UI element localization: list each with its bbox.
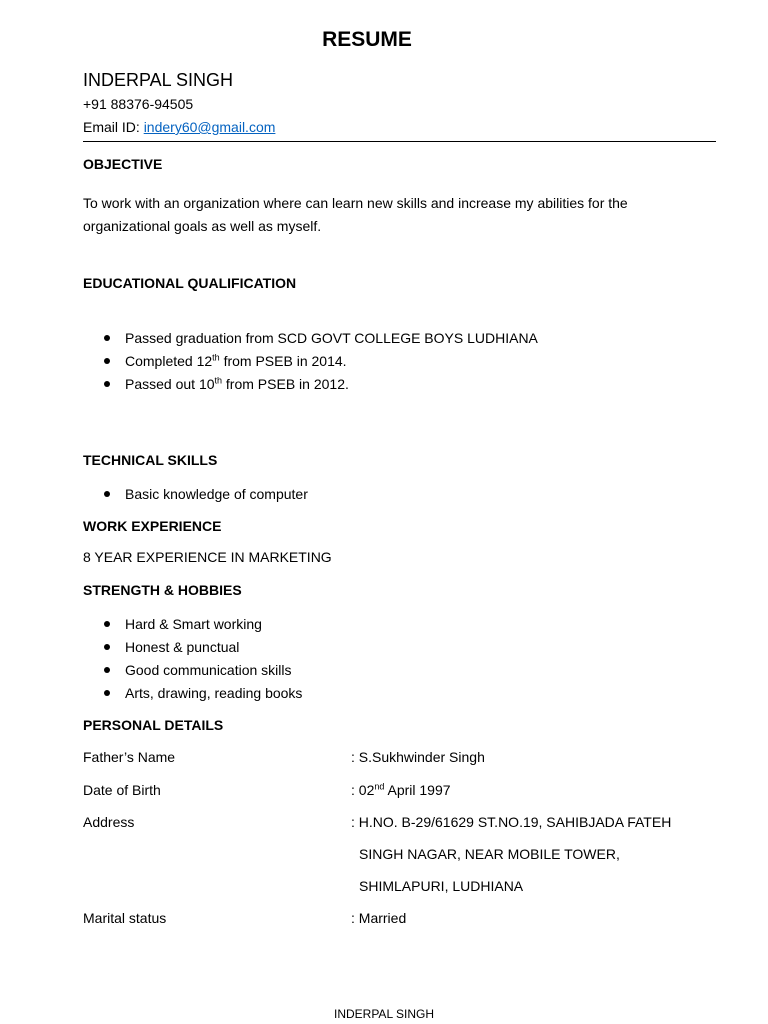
email-line: [83, 119, 275, 135]
email-link[interactable]: indery60@gmail.com: [143, 119, 276, 135]
address-line-2: SINGH NAGAR, NEAR MOBILE TOWER,: [359, 846, 620, 862]
dob-label: Date of Birth: [83, 782, 161, 798]
list-item: Passed out 10th from PSEB in 2012.: [83, 373, 538, 396]
objective-heading: OBJECTIVE: [83, 156, 163, 172]
technical-skills-list: [83, 483, 308, 506]
father-name-value: : S.Sukhwinder Singh: [351, 749, 485, 765]
list-item: Completed 12th from PSEB in 2014.: [83, 350, 538, 373]
bullet-icon: [104, 690, 110, 696]
work-experience-text: 8 YEAR EXPERIENCE IN MARKETING: [83, 549, 332, 565]
personal-details-heading: PERSONAL DETAILS: [83, 717, 224, 733]
candidate-name: INDERPAL SINGH: [83, 70, 234, 90]
header-divider: [83, 141, 716, 142]
list-item: Hard & Smart working: [83, 613, 302, 636]
work-experience-heading: WORK EXPERIENCE: [83, 518, 222, 534]
address-line-3: SHIMLAPURI, LUDHIANA: [359, 878, 524, 894]
list-item: Honest & punctual: [83, 636, 302, 659]
address-label: Address: [83, 814, 135, 830]
bullet-icon: [104, 381, 110, 387]
education-list: [83, 327, 538, 396]
bullet-icon: [104, 491, 110, 497]
bullet-icon: [104, 358, 110, 364]
marital-status-value: : Married: [351, 910, 407, 926]
email-label: Email ID:: [83, 119, 144, 135]
education-heading: EDUCATIONAL QUALIFICATION: [83, 275, 297, 291]
phone-number: +91 88376-94505: [83, 96, 194, 112]
bullet-icon: [104, 621, 110, 627]
strengths-list: [83, 613, 302, 705]
page-footer: INDERPAL SINGH: [333, 1007, 435, 1021]
bullet-icon: [104, 667, 110, 673]
bullet-icon: [104, 644, 110, 650]
strengths-heading: STRENGTH & HOBBIES: [83, 582, 242, 598]
technical-skills-heading: TECHNICAL SKILLS: [83, 452, 218, 468]
bullet-icon: [104, 335, 110, 341]
dob-value: : 02nd April 1997: [351, 781, 451, 798]
list-item: Good communication skills: [83, 659, 302, 682]
marital-status-label: Marital status: [83, 910, 167, 926]
objective-text: To work with an organization where can learn new skills and increase my abilities for the organizational goals as well as myself.: [83, 195, 628, 234]
document-title: RESUME: [322, 28, 412, 51]
list-item: Passed graduation from SCD GOVT COLLEGE BOYS LUDHIANA: [83, 327, 538, 350]
father-name-label: Father’s Name: [83, 749, 176, 765]
list-item: Basic knowledge of computer: [83, 483, 308, 506]
list-item: Arts, drawing, reading books: [83, 682, 302, 705]
address-line-1: : H.NO. B-29/61629 ST.NO.19, SAHIBJADA FATEH: [351, 814, 672, 830]
